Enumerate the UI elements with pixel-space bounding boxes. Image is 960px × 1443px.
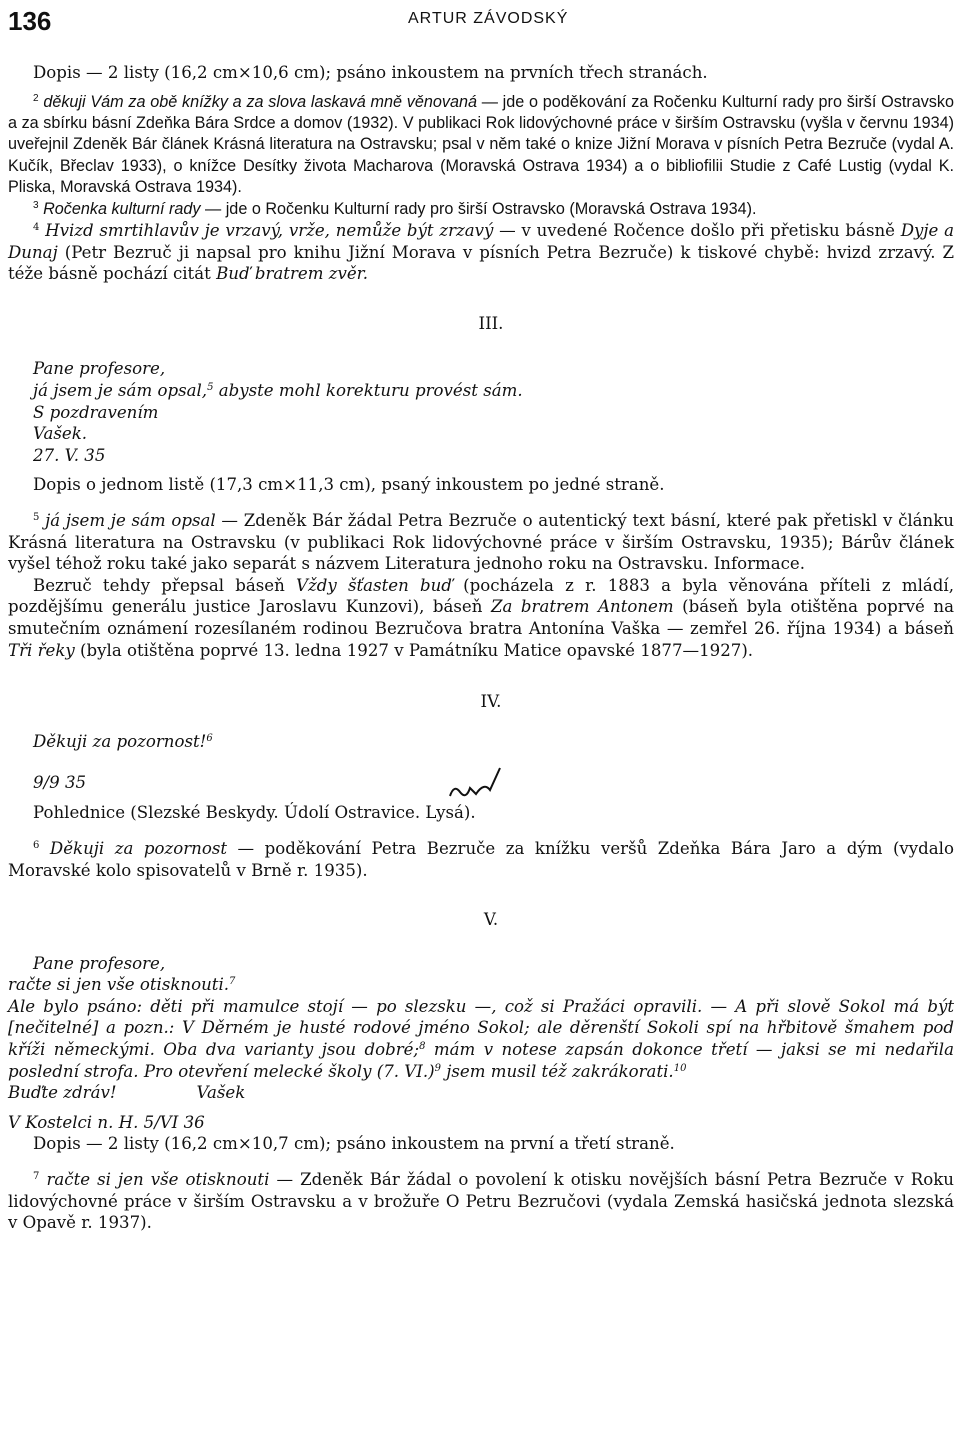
footnote-7: $^7$ račte si jen vše otisknouti — Zdeněk Bár žádal o povolení k otisku novějších básní Petra Bezruče v Roku lidovýchovné práce v širším Ostravsku a v brožuře O Petru Bezručovi (vydala Zemská hasičská jednota slezská v Opavě r. 1937). xyxy=(8,1170,954,1233)
footnote-5-continued: Bezruč tehdy přepsal báseň Vždy šťasten buď (pocházela z r. 1883 a byla věnována příteli z mládí, pozdějšímu generálu justice Jaroslavu Kunzovi), báseň Za bratrem Antonem (báseň byla otištěna poprvé na smutečním oznámení rozesílaném rodinou Bezručova bratra Antonína Vaška — zemřel 26. října 1934) a báseň Tři řeky (byla otištěna poprvé 13. ledna 1927 v Památníku Matice opavské 1877—1927). xyxy=(8,575,954,660)
letter-5: Pane profesore, račte si jen vše otisknouti.$^7$ Ale bylo psáno: děti při mamulce stojí — po slezsku —, což si Pražáci opravili. — A při slově Sokol má být [nečitelné] a pozn.: V Děrném je husté rodové jméno Sokol; ale děrenští Sokoli spí na hřbitově šmahem pod kříži německými. Oba dva varianty jsou dobré;$^8$ mám v notese zapsán dokonce třetí — jaksi se mi nedařila poslední strofa. Pro otevření melecké školy (7. VI.)$^9$ jsem musil též zakrákorati.$^{10}$ Buďte zdráv! Vašek V Kostelci n. H. 5/VI 36 xyxy=(8,953,954,1132)
section-heading-iii: III. xyxy=(478,313,504,333)
letter-description: Dopis — 2 listy (16,2 cm×10,7 cm); psáno inkoustem na první a třetí straně. xyxy=(33,1134,675,1154)
footnote-2: $^2$ děkuji Vám za obě knížky a za slova laskavá mně věnovaná — jde o poděkování za Ročenku Kulturní rady pro širší Ostravsko a za sbírku básní Zdeňka Bára Srdce a domov (1932). V publikaci Rok lidovýchovné práce v širším Ostravsku (vyšla v červnu 1934) uveřejnil Zdeněk Bár článek Krásná literatura na Ostravsku; psal v něm také o knize Jižní Morava v písních Petra Bezruče (vydal A. Kučík, Břeclav 1933), o knížce Desítky života Macharova (Moravská Ostrava 1934) a o bibliofilii Studie z Café Lustig (vydal K. Pliska, Moravská Ostrava 1934). xyxy=(8,92,954,197)
page xyxy=(8,0,954,1234)
section-heading-iv: IV. xyxy=(480,692,502,712)
letter-4: Děkuji za pozornost!$^6$ 9/9 35 xyxy=(8,731,954,803)
section-heading-v: V. xyxy=(483,910,499,930)
letter-description: Pohlednice (Slezské Beskydy. Údolí Ostravice. Lysá). xyxy=(33,803,476,823)
footnote-5: $^5$ já jsem je sám opsal — Zdeněk Bár žádal Petra Bezruče o autentický text básní, které pak přetiskl v článku Krásná literatura na Ostravsku (v publikaci Rok lidovýchovné práce v širším Ostravsku, 1935); Bárův článek vyšel téhož roku také jako separát s názvem Literatura jednoho roku na Ostravsku. Informace. xyxy=(8,510,954,574)
footnote-6: $^6$ Děkuji za pozornost — poděkování Petra Bezruče za knížku veršů Zdeňka Bára Jaro a dým (vydalo Moravské kolo spisovatelů v Brně r. 1935). xyxy=(8,838,954,880)
letter-3: Pane profesore, já jsem je sám opsal,$^5$ abyste mohl korekturu provést sám. S pozdravením Vašek. 27. V. 35 xyxy=(33,359,523,465)
letter-description: Dopis o jednom listě (17,3 cm×11,3 cm), psaný inkoustem po jedné straně. xyxy=(33,475,665,495)
footnote-4: $^4$ Hvizd smrtihlavův je vrzavý, vrže, nemůže být zrzavý — v uvedené Ročence došlo při přetisku básně Dyje a Dunaj (Petr Bezruč ji napsal pro knihu Jižní Morava v písních Petra Bezruče) k tiskové chybě: hvizd zrzavý. Z téže básně pochází citát Buď bratrem zvěr. xyxy=(8,221,954,284)
letter-description: Dopis — 2 listy (16,2 cm×10,6 cm); psáno inkoustem na prvních třech stranách. xyxy=(33,63,708,82)
footnote-3: $^3$ Ročenka kulturní rady — jde o Ročenku Kulturní rady pro širší Ostravsko (Moravská Ostrava 1934). xyxy=(33,199,757,218)
page-number: 136 xyxy=(8,6,52,36)
page-header xyxy=(8,0,954,40)
running-head: ARTUR ZÁVODSKÝ xyxy=(408,10,569,27)
signature-icon xyxy=(446,762,506,802)
